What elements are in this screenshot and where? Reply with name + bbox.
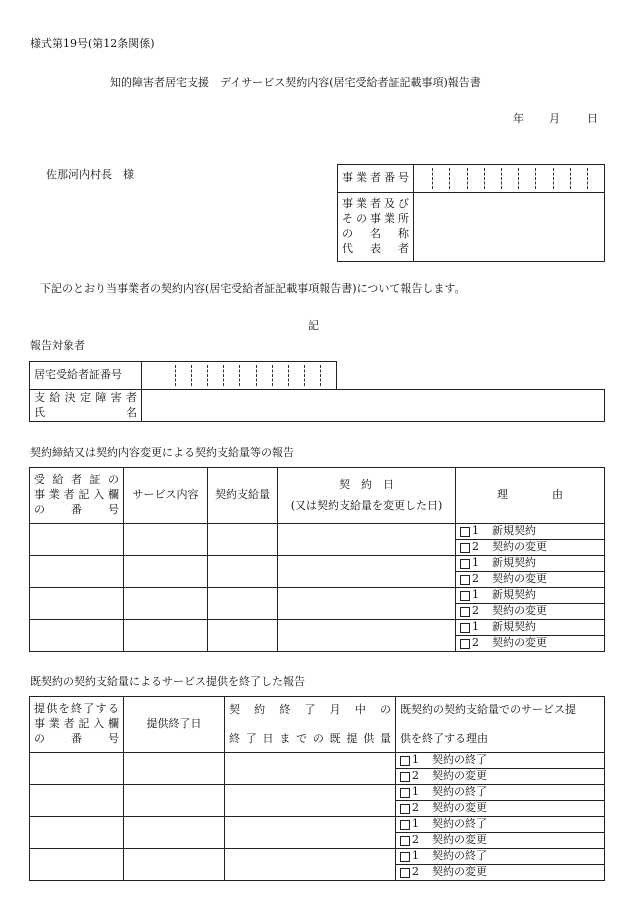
checkbox-option[interactable]: 2 契約の変更: [456, 539, 604, 555]
provider-number-label: 事業者番号: [338, 165, 414, 193]
checkbox-option[interactable]: 1 新規契約: [456, 524, 604, 539]
checkbox-icon: [460, 575, 470, 585]
table-row: [30, 524, 605, 556]
checkbox-icon: [400, 804, 410, 814]
blank-cell: [337, 362, 605, 390]
s1-reason-cell: [456, 524, 605, 556]
form-number: 様式第19号(第12条関係): [30, 37, 155, 50]
s2-reason-cell: [396, 753, 605, 785]
checkbox-option[interactable]: 1 新規契約: [456, 620, 604, 635]
checkbox-option[interactable]: 1 新規契約: [456, 588, 604, 603]
checkbox-icon: [400, 788, 410, 798]
subject-table: [29, 361, 605, 422]
cert-number-label: 居宅受給者証番号: [30, 362, 142, 390]
s1-cell[interactable]: [208, 620, 278, 652]
provider-number-field[interactable]: [414, 165, 605, 193]
s2-cell[interactable]: [225, 785, 396, 817]
s1-cell[interactable]: [208, 524, 278, 556]
checkbox-option[interactable]: 2 契約の変更: [396, 832, 604, 848]
date-year: 年: [513, 112, 524, 125]
s2-cell[interactable]: [30, 785, 124, 817]
s1-cell[interactable]: [124, 588, 208, 620]
s1-cell[interactable]: [30, 588, 124, 620]
section2-heading: 既契約の契約支給量によるサービス提供を終了した報告: [30, 675, 305, 688]
s1-cell[interactable]: [124, 620, 208, 652]
checkbox-option[interactable]: 2 契約の変更: [456, 571, 604, 587]
s2-header-provided-amount: 契約終了月中の 終了日までの既提供量: [225, 697, 396, 753]
checkbox-icon: [460, 527, 470, 537]
table-row: [30, 753, 605, 785]
s1-cell[interactable]: [278, 524, 456, 556]
checkbox-icon: [460, 623, 470, 633]
s1-cell[interactable]: [30, 524, 124, 556]
s1-cell[interactable]: [124, 524, 208, 556]
s1-header-service: サービス内容: [124, 468, 208, 524]
checkbox-icon: [400, 772, 410, 782]
table-row: [30, 849, 605, 881]
s2-cell[interactable]: [225, 817, 396, 849]
s2-cell[interactable]: [124, 817, 225, 849]
s2-reason-cell: [396, 849, 605, 881]
s1-cell[interactable]: [208, 588, 278, 620]
subject-heading: 報告対象者: [30, 339, 85, 352]
table-row: [30, 556, 605, 588]
table-row: [30, 785, 605, 817]
checkbox-option[interactable]: 1 契約の終了: [396, 849, 604, 864]
checkbox-icon: [400, 756, 410, 766]
checkbox-option[interactable]: 2 契約の変更: [456, 603, 604, 619]
checkbox-option[interactable]: 2 契約の変更: [396, 768, 604, 784]
checkbox-option[interactable]: 2 契約の変更: [396, 800, 604, 816]
s1-cell[interactable]: [30, 620, 124, 652]
subject-name-label: 支給決定障害者 氏 名: [30, 390, 142, 422]
checkbox-icon: [400, 868, 410, 878]
checkbox-option[interactable]: 1 契約の終了: [396, 817, 604, 832]
provider-name-field[interactable]: [414, 193, 605, 262]
s1-header-contract-date: 契 約 日 (又は契約支給量を変更した日): [278, 468, 456, 524]
table-row: [30, 620, 605, 652]
s2-cell[interactable]: [30, 817, 124, 849]
s2-cell[interactable]: [124, 849, 225, 881]
checkbox-option[interactable]: 1 契約の終了: [396, 753, 604, 768]
section1-heading: 契約締結又は契約内容変更による契約支給量等の報告: [30, 446, 294, 459]
checkbox-option[interactable]: 1 新規契約: [456, 556, 604, 571]
table-row: [30, 588, 605, 620]
checkbox-option[interactable]: 2 契約の変更: [396, 864, 604, 880]
s2-reason-cell: [396, 817, 605, 849]
s2-cell[interactable]: [124, 785, 225, 817]
s1-reason-cell: [456, 556, 605, 588]
s2-cell[interactable]: [124, 753, 225, 785]
checkbox-option[interactable]: 1 契約の終了: [396, 785, 604, 800]
s2-header-end-date: 提供終了日: [124, 697, 225, 753]
ki-heading: 記: [308, 319, 319, 332]
s2-header-reason: 既契約の契約支給量でのサービス提 供を終了する理由: [396, 697, 605, 753]
table-row: [30, 817, 605, 849]
checkbox-icon: [460, 559, 470, 569]
checkbox-icon: [460, 543, 470, 553]
date-month: 月: [549, 112, 560, 125]
checkbox-option[interactable]: 2 契約の変更: [456, 635, 604, 651]
s1-cell[interactable]: [278, 620, 456, 652]
page-title: 知的障害者居宅支援 デイサービス契約内容(居宅受給者証記載事項)報告書: [110, 76, 481, 89]
section1-table: [29, 467, 605, 652]
s1-cell[interactable]: [278, 588, 456, 620]
provider-name-label: 事業者及び その事業所 の 名 称 代 表 者: [338, 193, 414, 262]
s2-cell[interactable]: [225, 753, 396, 785]
s2-header-cert-number: 提供を終了する 事業者記入欄 の 番 号: [30, 697, 124, 753]
cert-number-field[interactable]: [142, 362, 337, 390]
intro-text: 下記のとおり当事業者の契約内容(居宅受給者証記載事項報告書)について報告します。: [40, 282, 466, 295]
checkbox-icon: [460, 639, 470, 649]
s1-header-amount: 契約支給量: [208, 468, 278, 524]
s1-cell[interactable]: [30, 556, 124, 588]
checkbox-icon: [400, 836, 410, 846]
s2-cell[interactable]: [30, 753, 124, 785]
addressee: 佐那河内村長 様: [46, 168, 134, 181]
s1-cell[interactable]: [278, 556, 456, 588]
provider-table: [337, 164, 605, 262]
s2-cell[interactable]: [225, 849, 396, 881]
date-day: 日: [587, 112, 598, 125]
checkbox-icon: [460, 607, 470, 617]
s1-header-reason: 理 由: [456, 468, 605, 524]
s1-reason-cell: [456, 588, 605, 620]
s1-reason-cell: [456, 620, 605, 652]
s1-cell[interactable]: [208, 556, 278, 588]
s1-cell[interactable]: [124, 556, 208, 588]
section2-table: [29, 696, 605, 881]
s2-cell[interactable]: [30, 849, 124, 881]
checkbox-icon: [460, 591, 470, 601]
s2-reason-cell: [396, 785, 605, 817]
checkbox-icon: [400, 852, 410, 862]
checkbox-icon: [400, 820, 410, 830]
s1-header-cert-number: 受給者証の 事業者記入欄 の 番 号: [30, 468, 124, 524]
subject-name-field[interactable]: [142, 390, 605, 422]
